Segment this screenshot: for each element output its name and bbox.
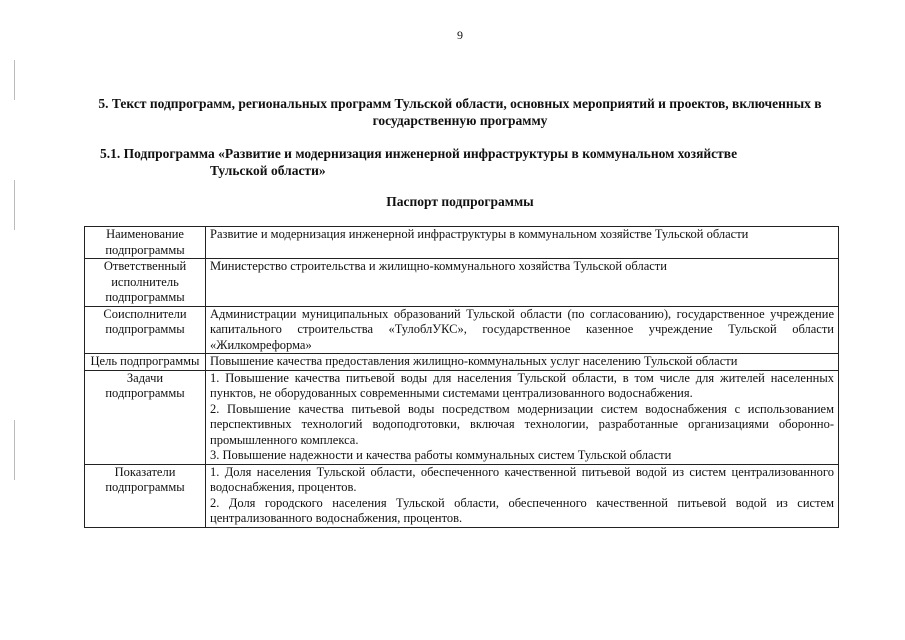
page-number: 9 bbox=[457, 28, 463, 42]
row-label: Наименование подпрограммы bbox=[85, 227, 206, 259]
passport-table bbox=[84, 226, 839, 528]
scan-margin-mark-top bbox=[14, 60, 15, 100]
row-value bbox=[206, 370, 839, 464]
scan-margin-mark-middle bbox=[14, 180, 15, 230]
row-value bbox=[206, 259, 839, 307]
row-paragraph: 2. Доля городского населения Тульской области, обеспеченного качественной питьевой водой из систем централизованного водоснабжения, процентов. bbox=[210, 495, 834, 525]
row-value bbox=[206, 354, 839, 371]
row-value bbox=[206, 306, 839, 354]
row-paragraph: Министерство строительства и жилищно-коммунального хозяйства Тульской области bbox=[210, 259, 667, 273]
row-paragraph: 3. Повышение надежности и качества работы коммунальных систем Тульской области bbox=[210, 448, 672, 462]
row-paragraph: 1. Повышение качества питьевой воды для населения Тульской области, в том числе для жителей населенных пунктов, не оборудованных современными системами централизованного водоснабжения. bbox=[210, 370, 834, 400]
row-label: Показатели подпрограммы bbox=[85, 464, 206, 527]
row-value bbox=[206, 464, 839, 527]
table-row bbox=[85, 354, 839, 371]
row-paragraph: Развитие и модернизация инженерной инфраструктуры в коммунальном хозяйстве Тульской области bbox=[210, 227, 749, 241]
passport-title: Паспорт подпрограммы bbox=[386, 194, 534, 209]
row-label: Цель подпрограммы bbox=[85, 354, 206, 371]
table-row bbox=[85, 464, 839, 527]
row-paragraph: Администрации муниципальных образований Тульской области (по согласованию), государственное учреждение капитального строительства «ТулоблУКС», государственное казенное учреждение Тульской области «Жилкомреформа» bbox=[210, 306, 834, 352]
table-row bbox=[85, 306, 839, 354]
section-title: 5. Текст подпрограмм, региональных программ Тульской области, основных мероприятий и проектов, включенных в государственную программу bbox=[98, 96, 822, 128]
row-label: Ответственный исполнитель подпрограммы bbox=[85, 259, 206, 307]
subsection-title-line2: Тульской области» bbox=[210, 163, 326, 178]
row-paragraph: 1. Доля населения Тульской области, обеспеченного качественной питьевой водой из систем централизованного водоснабжения, процентов. bbox=[210, 464, 834, 494]
subsection-title bbox=[100, 145, 830, 179]
row-label: Соисполнители подпрограммы bbox=[85, 306, 206, 354]
row-value bbox=[206, 227, 839, 259]
table-row bbox=[85, 259, 839, 307]
subsection-title-line1: 5.1. Подпрограмма «Развитие и модернизация инженерной инфраструктуры в коммунальном хозяйстве bbox=[100, 146, 738, 161]
row-paragraph: Повышение качества предоставления жилищно-коммунальных услуг населению Тульской области bbox=[210, 354, 738, 368]
row-paragraph: 2. Повышение качества питьевой воды посредством модернизации систем водоснабжения с использованием перспективных технологий водоподготовки, включая технологии, разработанные организациями оборонно-промышленного комплекса. bbox=[210, 401, 834, 447]
table-row bbox=[85, 227, 839, 259]
table-row bbox=[85, 370, 839, 464]
scan-margin-mark-bottom bbox=[14, 420, 15, 480]
row-label: Задачи подпрограммы bbox=[85, 370, 206, 464]
